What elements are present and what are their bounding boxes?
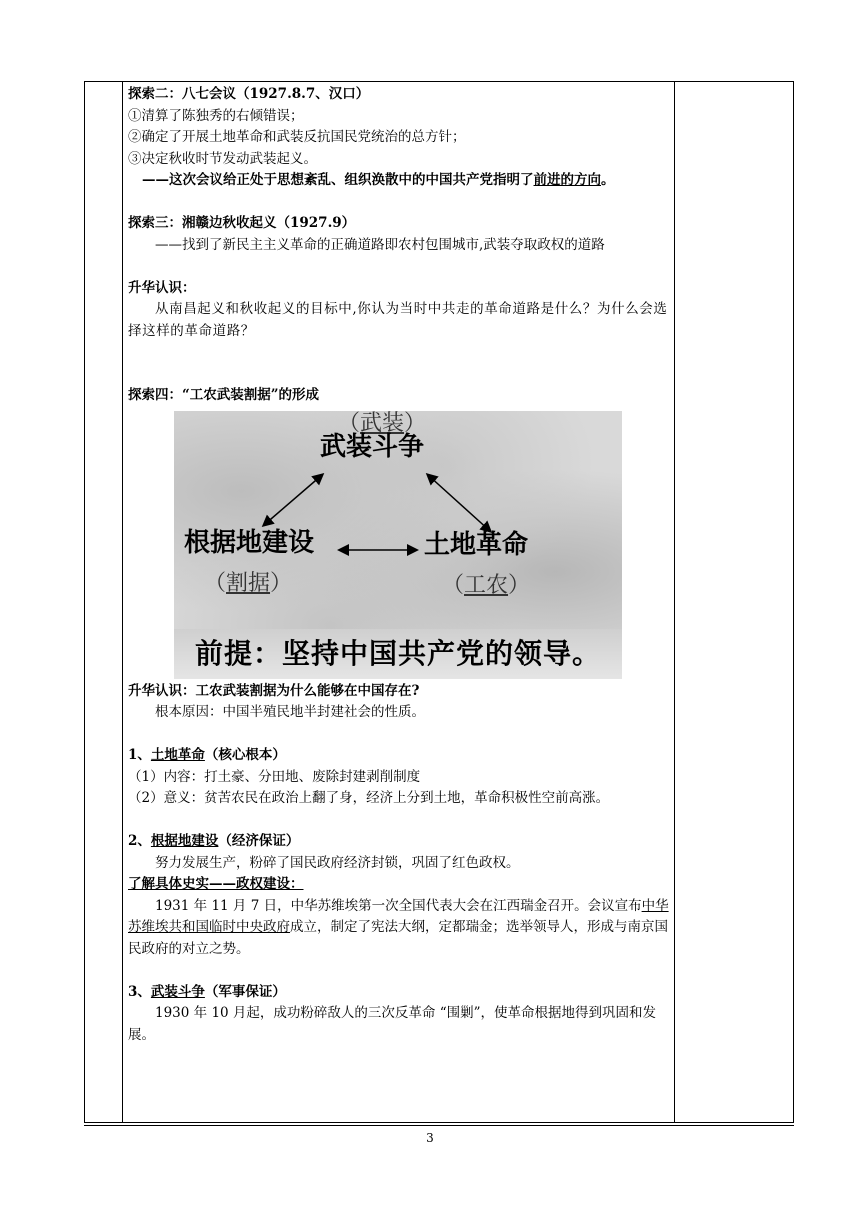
rise-1-text: 从南昌起义和秋收起义的目标中,你认为当时中共走的革命道路是什么？为什么会选择这样的革命道路？ (128, 301, 668, 339)
section-4-title: 探索四：“工农武装割据”的形成 (128, 387, 320, 403)
point-1-title: 1、土地革命（核心根本） (128, 747, 286, 763)
section-3-text: ——找到了新民主主义革命的正确道路即农村包围城市,武装夺取政权的道路 (155, 236, 605, 253)
arrow-armed-to-base (264, 475, 322, 525)
arrow-armed-to-land (428, 475, 490, 531)
section-2-title: 探索二：八七会议（1927.8.7、汉口） (128, 86, 370, 102)
point-3-text: 1930 年 10 月起，成功粉碎敌人的三次反革命 “围剿”，使革命根据地得到巩固和发展。 (128, 1005, 657, 1043)
section-2-item-2: ②确定了开展土地革命和武装反抗国民党统治的总方针； (128, 129, 466, 145)
point-2-detail: 1931 年 11 月 7 日，中华苏维埃第一次全国代表大会在江西瑞金召开。会议宣布中华苏维埃共和国临时中央政府成立，制定了宪法大纲，定都瑞金；选举领导人，形成与南京国民政府的对立之势。 (128, 897, 669, 957)
page-number: 3 (426, 1131, 434, 1145)
rise-2-title: 升华认识：工农武装割据为什么能够在中国存在? (128, 682, 420, 699)
point-1-line-1: （1）内容：打土豪、分田地、废除封建剥削制度 (128, 768, 421, 785)
diagram-right-tag: （工农） (442, 572, 531, 598)
rise-2-text: 根本原因：中国半殖民地半封建社会的性质。 (155, 704, 425, 720)
point-2-title: 2、根据地建设（经济保证） (128, 833, 300, 849)
diagram-top-tag: （武装） (338, 410, 427, 436)
diagram-node-armed-struggle: 武装斗争 (320, 431, 425, 462)
point-1-line-2: （2）意义：贫苦农民在政治上翻了身，经济上分到土地，革命积极性空前高涨。 (128, 790, 610, 806)
section-2-item-1: ①清算了陈独秀的右倾错误； (128, 107, 304, 124)
section-2-summary: ——这次会议给正处于思想紊乱、组织涣散中的中国共产党指明了前进的方向。 (142, 172, 615, 188)
diagram-left-tag: （割据） (204, 570, 293, 596)
point-3-title: 3、武装斗争（军事保证） (128, 983, 286, 1000)
main-content (128, 84, 673, 1046)
column-divider-left (122, 82, 123, 1122)
rise-1-title: 升华认识： (128, 279, 196, 296)
diagram-premise: 前提：坚持中国共产党的领导。 (174, 629, 622, 679)
point-2-subtitle: 了解具体史实——政权建设： (128, 876, 304, 892)
section-2-summary-underlined: 前进的方向 (533, 172, 601, 188)
diagram-node-base-building: 根据地建设 (184, 527, 315, 558)
diagram-node-land-revolution: 土地革命 (424, 529, 529, 560)
armed-separatism-diagram (174, 411, 622, 679)
point-2-text: 努力发展生产，粉碎了国民政府经济封锁，巩固了红色政权。 (155, 854, 520, 871)
column-divider-right (674, 82, 675, 1122)
section-2-item-3: ③决定秋收时节发动武装起义。 (128, 150, 317, 167)
section-3-title: 探索三：湘赣边秋收起义（1927.9） (128, 215, 356, 231)
soviet-government-name: 中华苏维埃共和国临时中央政府 (128, 897, 669, 935)
